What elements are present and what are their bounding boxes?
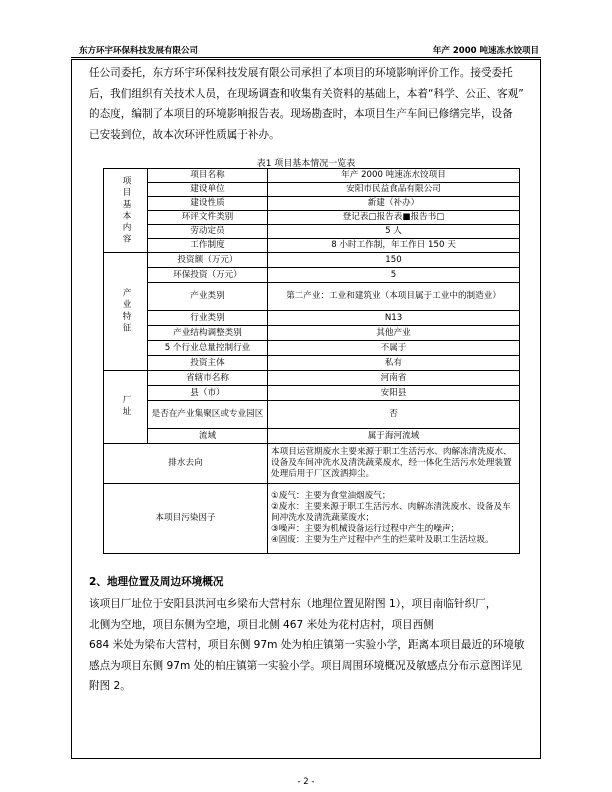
table-row <box>104 356 520 371</box>
group-basic-cell <box>104 169 148 253</box>
row-value: 150 <box>268 253 520 268</box>
intro-line: 后，我们组织有关技术人员，在现场调查和收集有关资料的基础上，本着“科学、公正、客观” <box>89 87 524 100</box>
page-number: - 2 - <box>297 777 315 787</box>
pollution-item: ③噪声：主要为机械设备运行过程中产生的噪声； <box>271 524 460 534</box>
row-label: 投资额（万元） <box>148 253 268 268</box>
group-site-cell <box>104 371 148 444</box>
table-row <box>104 225 520 239</box>
row-label: 投资主体 <box>148 356 268 371</box>
row-label: 产业结构调整类别 <box>148 326 268 341</box>
table-row <box>104 386 520 401</box>
table-row <box>104 429 520 444</box>
row-label: 项目名称 <box>148 169 268 183</box>
row-label: 建设性质 <box>148 197 268 211</box>
intro-line: 任公司委托，东方环宇环保科技发展有限公司承担了本项目的环境影响评价工作。接受委托 <box>89 67 513 79</box>
row-value: 新建（补办） <box>268 197 520 211</box>
row-value: 不属于 <box>268 341 520 356</box>
table-row <box>104 484 520 554</box>
header-company: 东方环宇环保科技发展有限公司 <box>79 46 199 56</box>
pollution-item: ①废气：主要为食堂油烟废气； <box>271 491 391 501</box>
drainage-value: 本项目运营期废水主要来源于职工生活污水、肉解冻清洗废水、设备及车间冲洗水及清洗蔬菜废水，经一体化生活污水处理装置处理后用于厂区泼洒抑尘。 <box>268 444 520 484</box>
page-header <box>71 44 541 56</box>
table-row <box>104 283 520 311</box>
row-value: N13 <box>268 311 520 326</box>
intro-line: 的态度，编制了本项目的环境影响报告表。现场勘查时，本项目生产车间已修缮完毕，设备 <box>89 108 513 120</box>
project-info-table <box>103 168 520 554</box>
row-label: 产业类别 <box>148 283 268 311</box>
section-2-heading: 2、地理位置及周边环境概况 <box>89 576 224 588</box>
table-row <box>104 371 520 386</box>
intro-paragraph <box>89 63 524 145</box>
table-row <box>104 239 520 253</box>
table-row <box>104 401 520 429</box>
table-row <box>104 341 520 356</box>
row-value: 5 人 <box>268 225 520 239</box>
row-value: 属于海河流域 <box>268 429 520 444</box>
row-label: 5 个行业总量控制行业 <box>148 341 268 356</box>
group-industry-cell <box>104 253 148 371</box>
row-label: 是否在产业集聚区或专业园区 <box>148 401 268 429</box>
header-project: 年产 2000 吨速冻水饺项目 <box>432 46 539 56</box>
row-label: 环保投资（万元） <box>148 268 268 283</box>
pollution-list <box>268 484 520 554</box>
table-row <box>104 444 520 484</box>
group-basic-label: 项目基本内容 <box>121 175 131 246</box>
table-row <box>104 169 520 183</box>
row-value: 安阳市民益食品有限公司 <box>268 183 520 197</box>
row-value: 登记表□报告表■报告书□ <box>268 211 520 225</box>
group-site-label: 厂址 <box>121 395 131 419</box>
pollution-item: ②废水：主要来源于职工生活污水、肉解冻清洗废水、设备及车间冲洗水及清洗蔬菜废水； <box>271 502 511 523</box>
section-2-line: 北侧为空地，项目东侧为空地，项目北侧 467 米处为花村店村，项目西侧 <box>89 618 434 631</box>
section-2-paragraph <box>89 594 524 697</box>
row-value: 安阳县 <box>268 386 520 401</box>
row-label: 省辖市名称 <box>148 371 268 386</box>
row-label: 劳动定员 <box>148 225 268 239</box>
section-2-line: 684 米处为梁布大营村，项目东侧 97m 处为柏庄镇第一实验小学，距离本项目最近的环境敏 <box>89 639 525 651</box>
table-row <box>104 268 520 283</box>
section-2-line: 感点为项目东侧 97m 处的柏庄镇第一实验小学。项目周围环境概况及敏感点分布示意图详见 <box>89 659 523 672</box>
table-row <box>104 183 520 197</box>
row-label: 县（市） <box>148 386 268 401</box>
table-row <box>104 211 520 225</box>
table-row <box>104 253 520 268</box>
row-label: 流域 <box>148 429 268 444</box>
table-row <box>104 326 520 341</box>
table-row <box>104 197 520 211</box>
intro-line: 已安装到位，故本次环评性质属于补办。 <box>89 128 280 141</box>
drainage-label: 排水去向 <box>104 444 268 484</box>
row-value: 8 小时工作制，年工作日 150 天 <box>268 239 520 253</box>
row-value: 私有 <box>268 356 520 371</box>
table-row <box>104 311 520 326</box>
row-value: 第二产业：工业和建筑业（本项目属于工业中的制造业） <box>268 283 520 311</box>
section-2-line: 附图 2。 <box>89 680 131 692</box>
row-label: 工作制度 <box>148 239 268 253</box>
row-value: 否 <box>268 401 520 429</box>
row-label: 环评文件类别 <box>148 211 268 225</box>
pollution-label: 本项目污染因子 <box>104 484 268 554</box>
pollution-item: ④固废：主要为生产过程中产生的烂菜叶及职工生活垃圾。 <box>271 535 494 545</box>
table-caption: 表1 项目基本情况一览表 <box>256 159 356 169</box>
row-value: 河南省 <box>268 371 520 386</box>
row-value: 年产 2000 吨速冻水饺项目 <box>268 169 520 183</box>
row-label: 建设单位 <box>148 183 268 197</box>
group-industry-label: 产业特征 <box>121 288 131 335</box>
row-value: 5 <box>268 268 520 283</box>
row-value: 其他产业 <box>268 326 520 341</box>
section-2-line: 该项目厂址位于安阳县洪河屯乡梁布大营村东（地理位置见附图 1），项目南临针织厂， <box>89 598 497 610</box>
row-label: 行业类别 <box>148 311 268 326</box>
header-rule <box>71 57 541 58</box>
